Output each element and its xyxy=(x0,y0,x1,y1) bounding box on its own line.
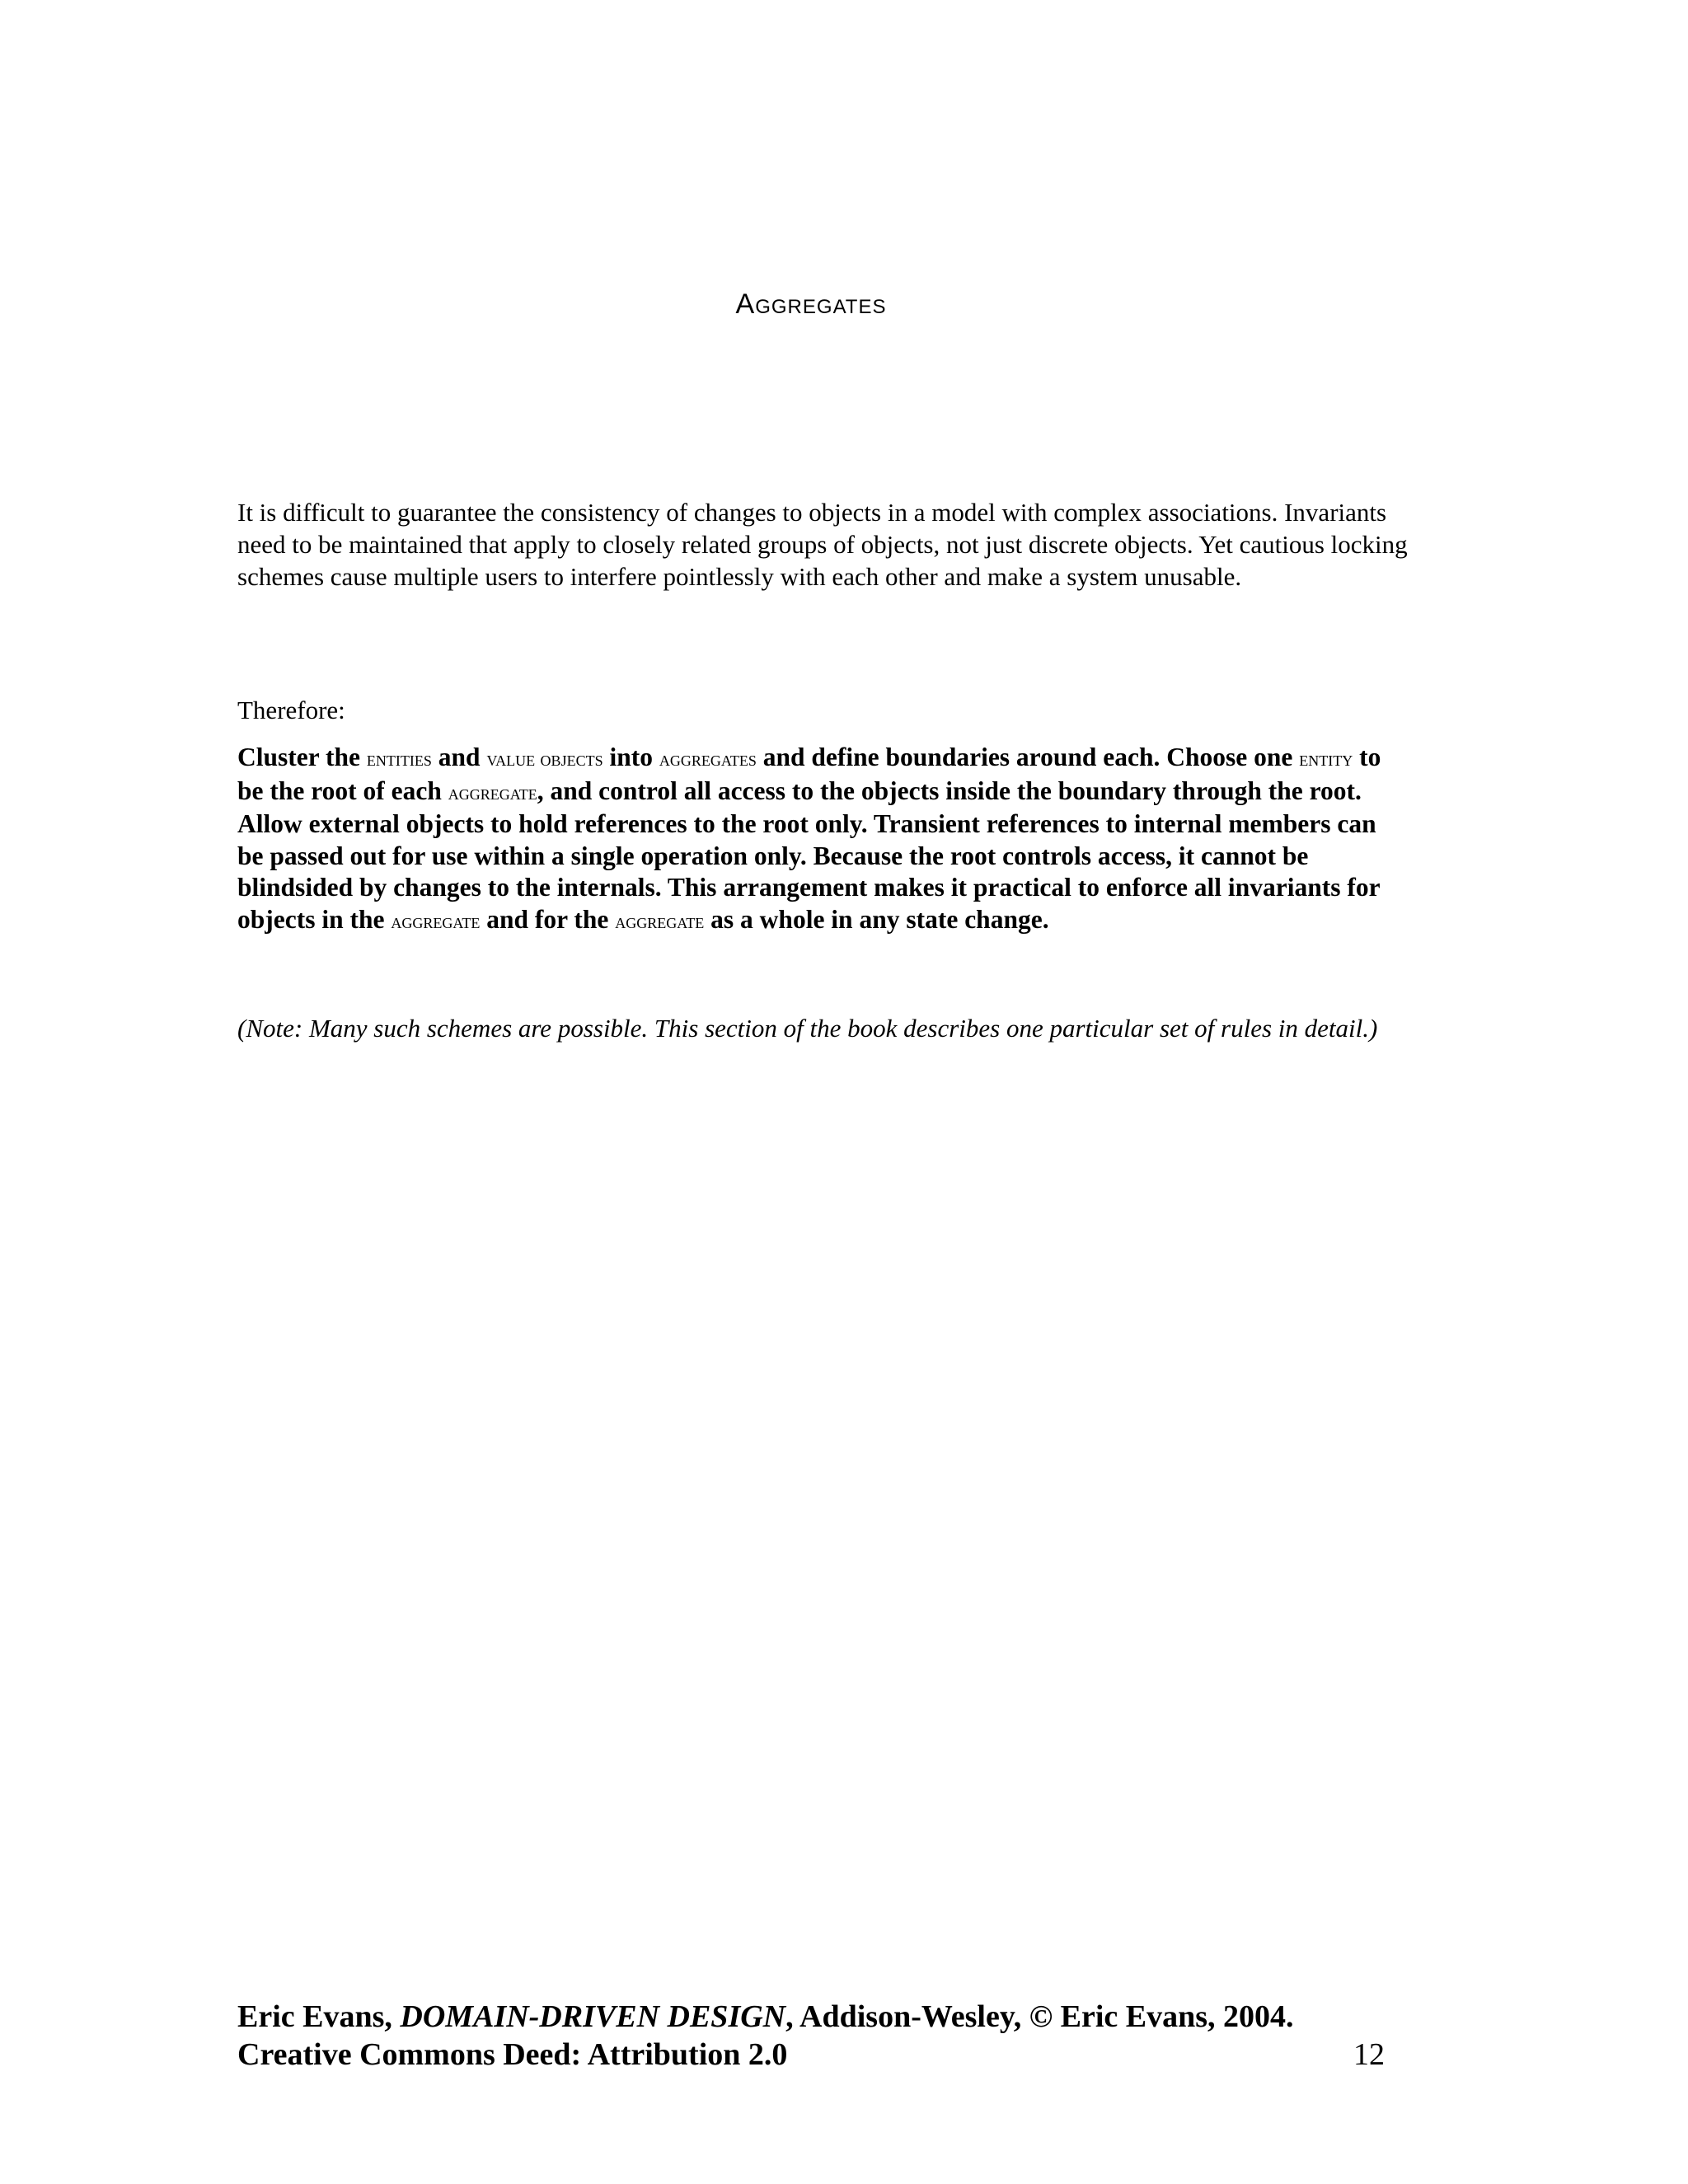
pattern-text: and xyxy=(431,743,487,771)
pattern-text: as a whole in any state change. xyxy=(704,904,1049,934)
term-aggregate: aggregate xyxy=(391,908,481,933)
term-value-objects: value objects xyxy=(486,747,603,771)
footer-author: Eric Evans, xyxy=(237,1999,401,2034)
footer-copyright: © Eric Evans, 2004. xyxy=(1029,1999,1294,2034)
pattern-text: and for the xyxy=(480,904,616,934)
pattern-text: , and control all access to the objects inside the boundary through the root. Allow external objects to hold references to the root only. Transient references to internal members can be passed out for use within a single operation only. Because the root controls access, it cannot be blindsided by changes to the internals. This arrangement makes it practical to enforce all invariants for objects in the xyxy=(237,776,1380,934)
footer-license: Creative Commons Deed: Attribution 2.0 xyxy=(237,2037,788,2072)
pattern-text: to be the root of each xyxy=(237,743,1381,805)
term-entity: entity xyxy=(1299,747,1353,771)
pattern-text: Cluster the xyxy=(237,743,367,771)
term-entities: entities xyxy=(366,747,432,771)
term-aggregate: aggregate xyxy=(448,780,537,804)
therefore-label: Therefore: xyxy=(237,696,345,724)
pattern-statement xyxy=(237,742,1408,938)
term-aggregates: aggregates xyxy=(659,747,757,771)
intro-paragraph: It is difficult to guarantee the consistency of changes to objects in a model with complex associations. Invariants need to be maintained that apply to closely related groups of objects, not just discrete objects. Yet cautious locking schemes cause multiple users to interfere pointlessly with each other and make a system unusable. xyxy=(237,498,1408,591)
footer-book-title: DOMAIN-DRIVEN DESIGN xyxy=(400,1999,786,2034)
pattern-text: and define boundaries around each. Choose one xyxy=(756,743,1300,771)
footer-citation xyxy=(237,1998,1383,2036)
page-number: 12 xyxy=(1353,2037,1385,2072)
page-title: Aggregates xyxy=(735,288,887,320)
note-paragraph: (Note: Many such schemes are possible. This section of the book describes one particular set of rules in detail.) xyxy=(237,1014,1378,1043)
pattern-text: into xyxy=(603,743,659,771)
term-aggregate: aggregate xyxy=(615,908,705,933)
footer-publisher: , Addison-Wesley, xyxy=(785,1999,1029,2034)
